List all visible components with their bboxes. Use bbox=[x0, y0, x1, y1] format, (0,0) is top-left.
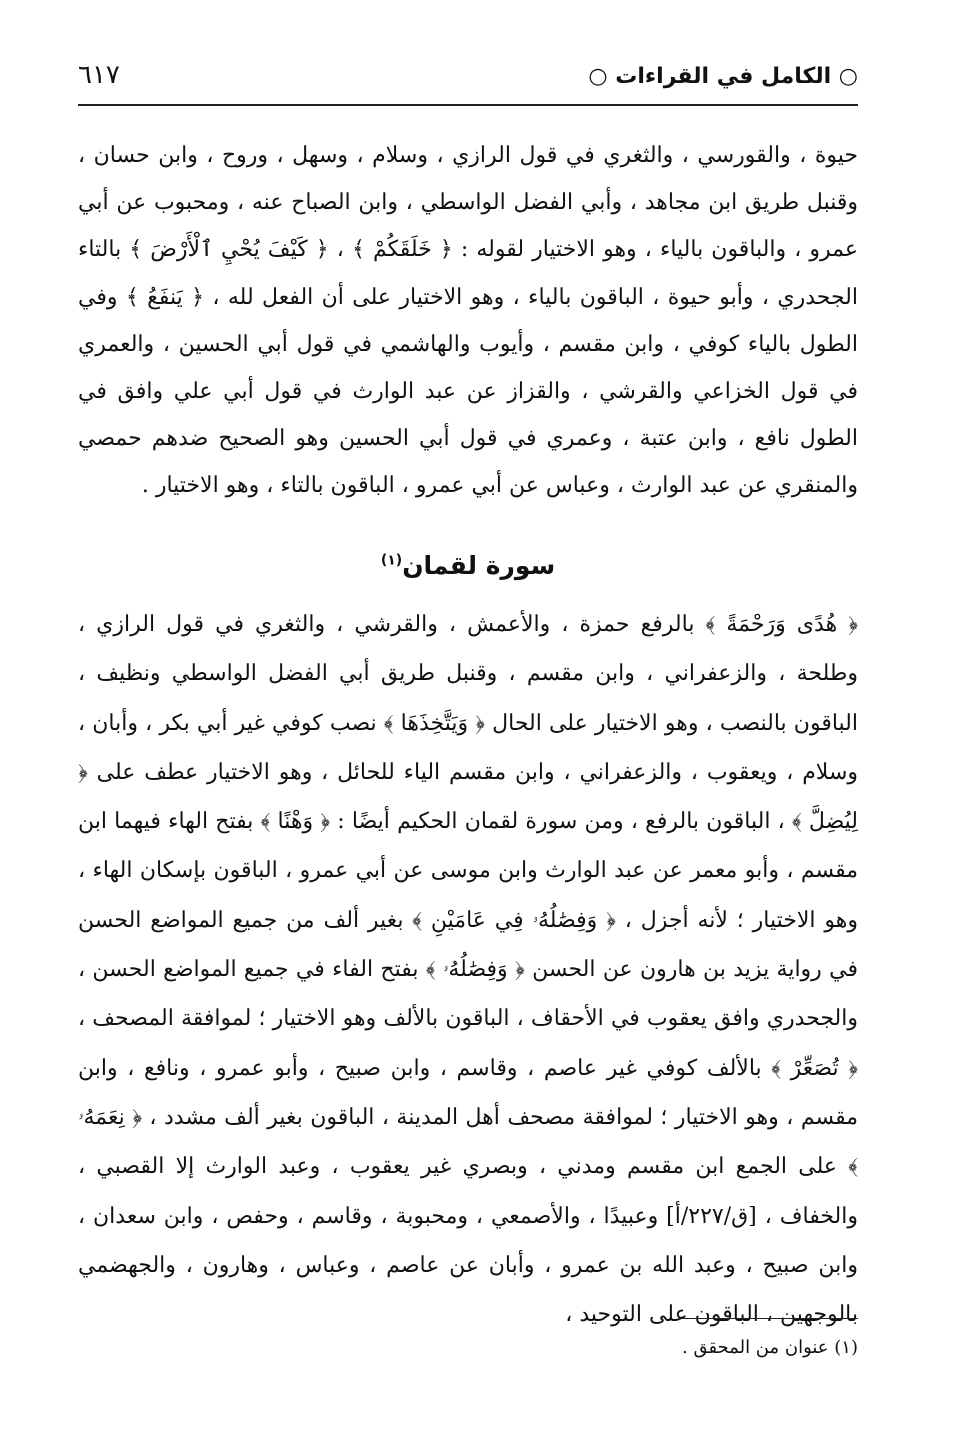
footnote-reference: (١) bbox=[380, 552, 403, 569]
footnote-divider bbox=[680, 1318, 858, 1319]
footnote: (١) عنوان من المحقق . bbox=[682, 1337, 858, 1358]
paragraph: حيوة ، والقورسي ، والثغري في قول الرازي ، وسلام ، وسهل ، وروح ، وابن حسان ، وقنبل طريق ابن مجاهد ، وأبي الفضل الواسطي ، وابن الصباح عنه ، ومحبوب عن أبي عمرو ، والباقون بالياء ، وهو الاختيار لقوله : ﴿ خَلَقَكُمْ ﴾ ، ﴿ كَيْفَ يُحْيِ ٱلْأَرْضَ ﴾ بالتاء الجحدري ، وأبو حيوة ، الباقون بالياء ، وهو الاختيار على أن الفعل لله ، ﴿ يَنفَعُ ﴾ وفي الطول بالياء كوفي ، وابن مقسم ، وأيوب والهاشمي في قول أبي الحسين ، والعمري في قول الخزاعي والقرشي ، والقزاز عن عبد الوارث في قول أبي علي وافق في الطول نافع ، وابن عتبة ، وعمري في قول أبي الحسين وهو الصحيح ضدهم حمصي والمنقري عن عبد الوارث ، وعباس عن أبي عمرو ، الباقون بالتاء ، وهو الاختيار . bbox=[78, 143, 858, 499]
header-divider bbox=[78, 104, 858, 106]
book-title: ○ الكامل في القراءات ○ bbox=[588, 64, 858, 89]
running-header bbox=[78, 62, 858, 102]
main-text-section-2 bbox=[78, 600, 858, 1339]
surah-heading bbox=[78, 546, 858, 586]
page-number: ٦١٧ bbox=[78, 60, 120, 90]
main-text-section-1 bbox=[78, 132, 858, 510]
surah-title: سورة لقمان bbox=[402, 551, 556, 580]
paragraph: ﴿ هُدًى وَرَحْمَةً ﴾ بالرفع حمزة ، والأعمش ، والقرشي ، والثغري في قول الرازي ، وطلحة ، والزعفراني ، وابن مقسم ، وقنبل طريق أبي الفضل الواسطي ونظيف ، الباقون بالنصب ، وهو الاختيار على الحال ﴿ وَيَتَّخِذَهَا ﴾ نصب كوفي غير أبي بكر ، وأبان ، وسلام ، ويعقوب ، والزعفراني ، وابن مقسم الياء للحائل ، وهو الاختيار عطف على ﴿ لِيُضِلَّ ﴾ ، الباقون بالرفع ، ومن سورة لقمان الحكيم أيضًا : ﴿ وَهْنًا ﴾ بفتح الهاء فيهما ابن مقسم ، وأبو معمر عن عبد الوارث وابن موسى عن أبي عمرو ، الباقون بإسكان الهاء ، وهو الاختيار ؛ لأنه أجزل ، ﴿ وَفِصَٰلُهُۥ فِي عَامَيْنِ ﴾ بغير ألف من جميع المواضع الحسن في رواية يزيد بن هارون عن الحسن ﴿ وَفِصَٰلُهُۥ ﴾ بفتح الفاء في جميع المواضع الحسن ، والجحدري وافق يعقوب في الأحقاف ، الباقون بالألف وهو الاختيار ؛ لموافقة المصحف ، ﴿ تُصَعِّرْ ﴾ بالألف كوفي غير عاصم ، وقاسم ، وابن صبيح ، وأبو عمرو ، ونافع ، وابن مقسم ، وهو الاختيار ؛ لموافقة مصحف أهل المدينة ، الباقون بغير ألف مشدد ، ﴿ نِعَمَهُۥ ﴾ على الجمع ابن مقسم ومدني ، وبصري غير يعقوب ، وعبد الوارث إلا القصبي ، والخفاف ، [ق/٢٢٧/أ] وعبيدًا ، والأصمعي ، ومحبوبة ، وقاسم ، وحفص ، وابن سعدان ، وابن صبيح ، وعبد الله بن عمرو ، وأبان عن عاصم ، وعباس ، وهارون ، والجهضمي بالوجهين ، الباقون على التوحيد ، bbox=[78, 612, 858, 1328]
